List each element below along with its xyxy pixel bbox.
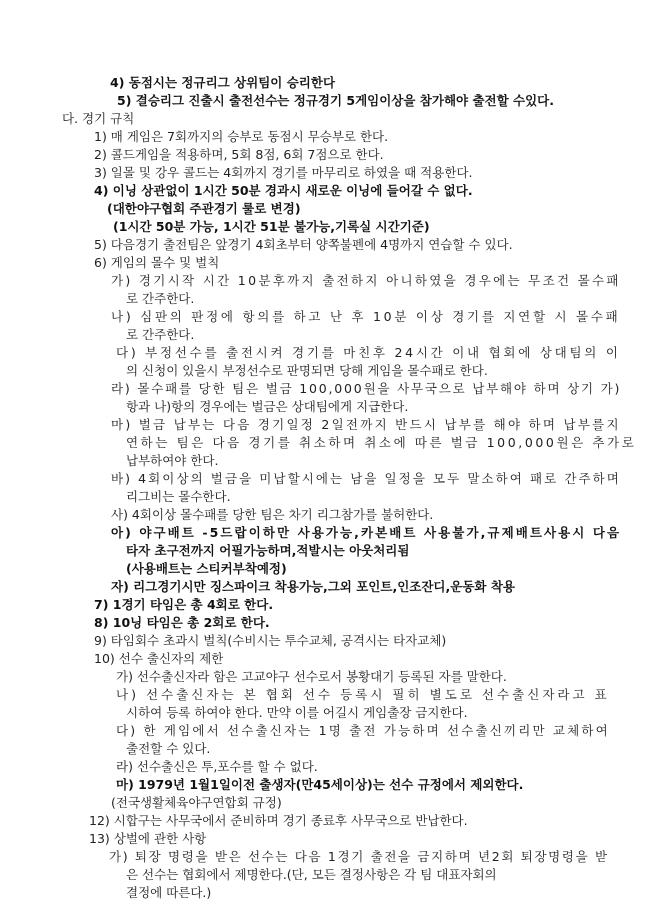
text-line: 4) 동점시는 정규리그 상위팀이 승리한다 (110, 75, 336, 90)
text-line: 가) 경기시작 시간 10분후까지 출전하지 아니하였을 경우에는 무조건 몰수패 (111, 273, 621, 288)
text-line: 로 간주한다. (126, 291, 195, 306)
text-line: 리그비는 몰수한다. (126, 489, 231, 504)
text-line: 은 선수는 협회에서 제명한다.(단, 모든 결정사항은 각 팀 대표자회의 (126, 867, 497, 882)
text-line: 9) 타임회수 초과시 벌칙(수비시는 투수교체, 공격시는 타자교체) (94, 633, 447, 648)
text-line: 12) 시합구는 사무국에서 준비하며 경기 종료후 사무국으로 반납한다. (89, 813, 468, 828)
text-line: 시하여 등록 하여야 한다. 만약 이를 어길시 게임출장 금지한다. (126, 705, 468, 720)
text-line: 아) 야구배트 -5드랍이하만 사용가능,카본배트 사용불가,규제배트사용시 다음 (111, 525, 622, 540)
text-line: 라) 몰수패를 당한 팀은 벌금 100,000원을 사무국으로 납부해야 하며 상기 가) (111, 381, 622, 396)
text-line: 타자 초구전까지 어필가능하며,적발시는 아웃처리됨 (126, 543, 410, 558)
text-line: 가) 선수출신자라 함은 고교야구 선수로서 봉황대기 등록된 자를 말한다. (116, 669, 507, 684)
text-line: 사) 4회이상 몰수패를 당한 팀은 차기 리그참가를 불허한다. (111, 507, 434, 522)
text-line: 8) 10닝 타임은 총 2회로 한다. (94, 615, 270, 630)
text-line: 라) 선수출신은 투,포수를 할 수 없다. (116, 759, 318, 774)
text-line: 4) 이닝 상관없이 1시간 50분 경과시 새로운 이닝에 들어갈 수 없다. (94, 183, 473, 198)
text-line: (전국생활체육야구연합회 규정) (111, 795, 282, 810)
text-line: 1) 매 게임은 7회까지의 승부로 동점시 무승부로 한다. (94, 129, 389, 144)
text-line: (1시간 50분 가능, 1시간 51분 불가능,기록실 시간기준) (113, 219, 430, 234)
text-line: 2) 콜드게임을 적용하며, 5회 8점, 6회 7점으로 한다. (94, 147, 384, 162)
text-line: 나) 선수출신자는 본 협회 선수 등록시 필히 별도로 선수출신자라고 표 (116, 687, 610, 702)
text-line: 5) 다음경기 출전팀은 앞경기 4회초부터 양쪽불펜에 4명까지 연습할 수 있다. (94, 237, 513, 252)
text-line: 마) 1979년 1월1일이전 출생자(만45세이상)는 선수 규정에서 제외한다. (116, 777, 524, 792)
text-line: 의 신청이 있을시 부정선수로 판명되면 당해 게임을 몰수패로 한다. (126, 363, 488, 378)
text-line: 10) 선수 출신자의 제한 (94, 651, 224, 666)
text-line: 바) 4회이상의 벌금을 미납할시에는 남을 일정을 모두 말소하여 패로 간주하며 (111, 471, 621, 486)
text-line: 5) 결승리그 진출시 출전선수는 정규경기 5게임이상을 참가해야 출전할 수있다. (117, 93, 554, 108)
text-line: 다) 부정선수를 출전시켜 경기를 마친후 24시간 이내 협회에 상대팀의 이 (116, 345, 621, 360)
text-line: 결정에 따른다.) (126, 885, 212, 900)
text-line: 6) 게임의 몰수 및 벌칙 (94, 255, 220, 270)
text-line: (대한야구협회 주관경기 룰로 변경) (107, 201, 301, 216)
text-line: 다) 한 게임에서 선수출신자는 1명 출전 가능하며 선수출신끼리만 교체하여 (116, 723, 610, 738)
text-line: 다. 경기 규칙 (62, 111, 135, 126)
text-line: (사용배트는 스티커부착예정) (126, 561, 287, 576)
text-line: 항과 나)항의 경우에는 벌금은 상대팀에게 지급한다. (126, 399, 409, 414)
text-line: 마) 벌금 납부는 다음 경기일정 2일전까지 반드시 납부를 해야 하며 납부를지 (111, 417, 621, 432)
text-line: 연하는 팀은 다음 경기를 취소하며 취소에 따른 벌금 100,000원은 추가로 (126, 435, 637, 450)
text-line: 자) 리그경기시만 징스파이크 착용가능,그외 포인트,인조잔디,운동화 착용 (111, 579, 515, 594)
text-line: 3) 일몰 및 강우 콜드는 4회까지 경기를 마무리로 하였을 때 적용한다. (94, 165, 473, 180)
text-line: 출전할 수 있다. (126, 741, 211, 756)
text-line: 나) 심판의 판정에 항의를 하고 난 후 10분 이상 경기를 지연할 시 몰수패 (111, 309, 621, 324)
text-line: 납부하여야 한다. (126, 453, 219, 468)
text-line: 로 간주한다. (126, 327, 195, 342)
text-line: 13) 상벌에 관한 사항 (89, 831, 207, 846)
text-line: 가) 퇴장 명령을 받은 선수는 다음 1경기 출전을 금지하며 년2회 퇴장명령을 받 (109, 849, 609, 864)
text-line: 7) 1경기 타임은 총 4회로 한다. (94, 597, 274, 612)
